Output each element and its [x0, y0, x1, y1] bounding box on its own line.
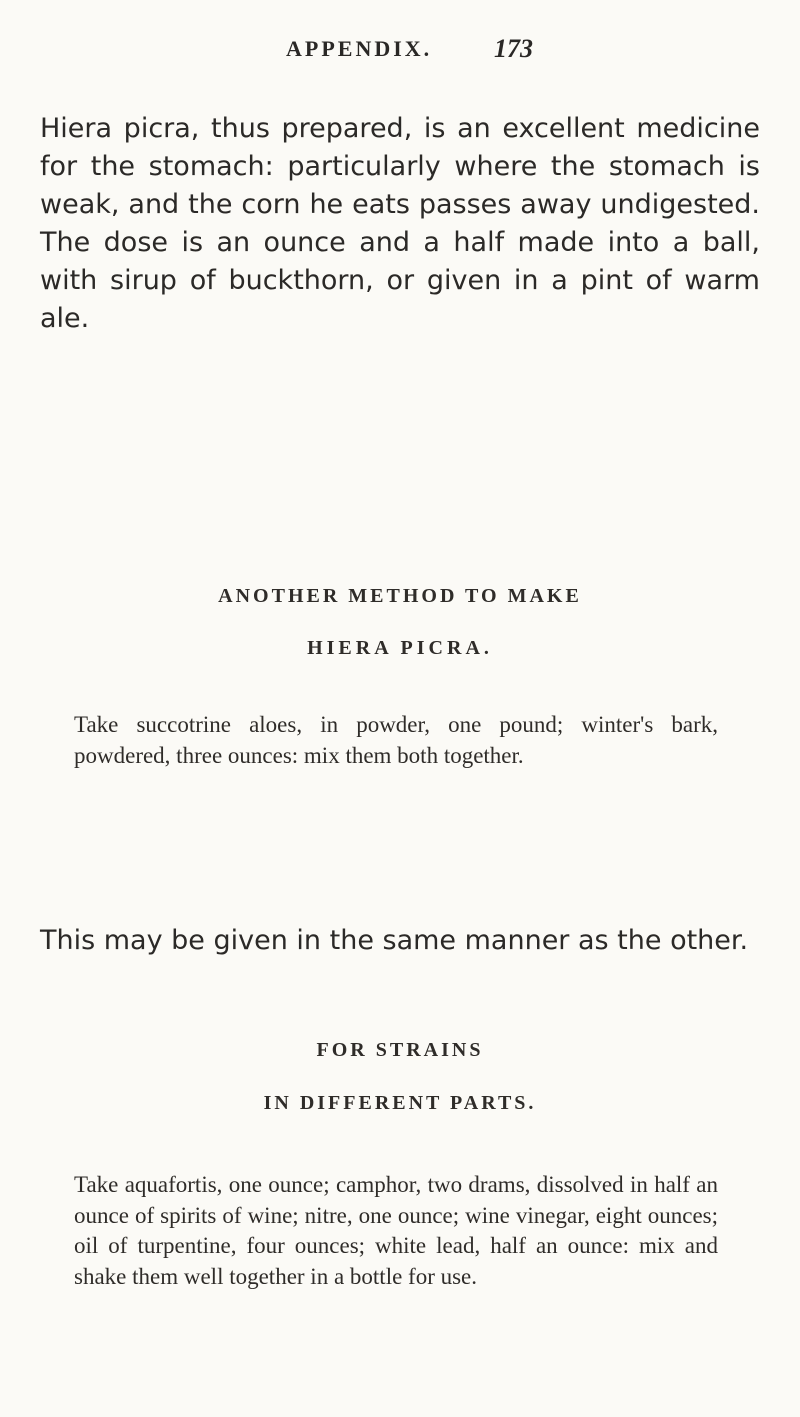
section-heading-different-parts: IN DIFFERENT PARTS.: [263, 1092, 537, 1114]
section-heading-for-strains: FOR STRAINS: [316, 1039, 484, 1061]
recipe-strains: Take aquafortis, one ounce; camphor, two drams, dissolved in half an ounce of spirits of wine; nitre, one ounce; wine vinegar, eight ounces; oil of turpentine, four ounces; white lead, half an ounce: mix and shake them well together in a bottle for use.: [74, 1172, 718, 1289]
paragraph-same-manner: This may be given in the same manner as the other.: [40, 925, 749, 956]
recipe-hiera-picra: Take succotrine aloes, in powder, one pound; winter's bark, powdered, three ounces: mix them both together.: [74, 712, 718, 768]
paragraph-hiera-picra: Hiera picra, thus prepared, is an excellent medicine for the stomach: particularly where the stomach is weak, and the corn he eats passes away undigested. The dose is an ounce and a half made into a ball, with sirup of buckthorn, or given in a pint of warm ale.: [40, 113, 760, 334]
section-heading-another-method: ANOTHER METHOD TO MAKE: [218, 585, 582, 607]
running-head-title: APPENDIX.: [286, 36, 433, 61]
running-head: [0, 36, 800, 76]
section-heading-hiera-picra: HIERA PICRA.: [307, 637, 493, 659]
page-number: 173: [494, 34, 533, 63]
